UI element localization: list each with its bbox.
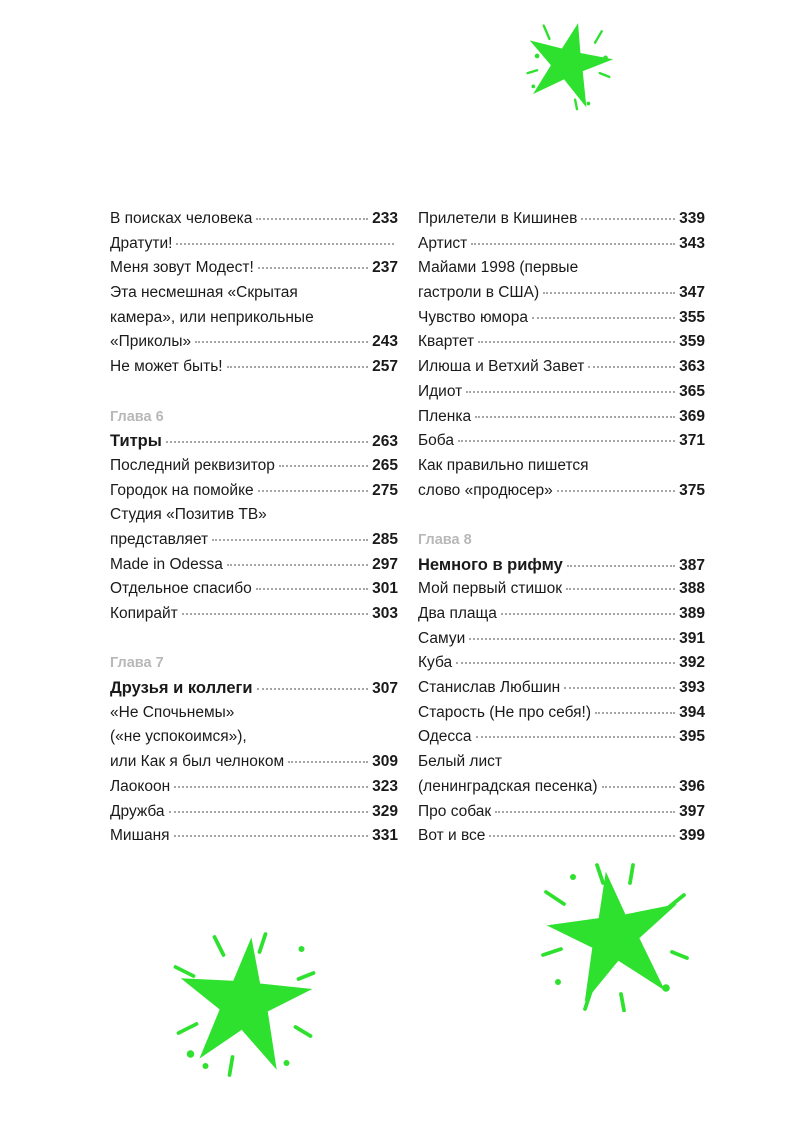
toc-line [110,479,398,504]
toc-line [418,627,705,652]
entry-title: Made in Odessa [110,555,223,573]
page-number: 297 [372,555,398,573]
dot-leader [501,613,675,615]
page-number: 339 [679,210,705,227]
page-number: 275 [372,481,398,499]
toc-line [110,207,398,232]
spacer [110,380,398,405]
toc-entry [418,405,705,430]
entry-title: Идиот [418,382,463,400]
entry-title: слово «продюсер» [418,481,553,499]
toc-line [418,775,705,800]
entry-title: Не может быть! [110,358,223,376]
toc-entry [110,553,398,578]
page-number: 387 [679,556,705,574]
dot-leader [557,490,675,492]
entry-title: Илюша и Ветхий Завет [418,358,585,376]
page-number: 392 [679,654,705,672]
page-number: 371 [679,432,705,450]
page-number: 329 [372,802,398,820]
entry-title: или Как я был челноком [110,753,285,771]
dot-leader [469,638,675,640]
toc-line [110,602,398,627]
toc-line [418,750,705,775]
dot-leader [288,761,368,763]
dot-leader [566,588,675,590]
page-number: 347 [679,284,705,302]
entry-title: представляет [110,530,209,548]
page-number: 394 [679,703,705,721]
toc-line [418,577,705,602]
toc-line [418,232,705,257]
toc-entry [110,454,398,479]
toc-line [418,405,705,430]
dot-leader [581,218,675,220]
dot-leader [564,687,675,689]
entry-title: Отдельное спасибо [110,580,252,598]
toc-line [110,454,398,479]
toc-column-left [110,207,398,849]
toc-line [110,577,398,602]
page-number: 393 [679,679,705,697]
entry-title: Прилетели в Кишинев [418,210,578,227]
dot-leader [182,613,368,615]
dot-leader [212,539,368,541]
toc-entry [110,207,398,232]
toc-entry [110,824,398,849]
page-number: 391 [679,629,705,647]
page-number: 243 [372,333,398,351]
chapter-label: Глава 8 [418,531,472,548]
toc-line [418,281,705,306]
toc-entry [418,577,705,602]
toc-entry [418,627,705,652]
dot-leader [169,811,369,813]
toc-line [110,281,398,306]
toc-line [110,701,398,726]
dot-leader [166,441,368,443]
entry-title: Последний реквизитор [110,456,275,474]
dot-leader [471,243,675,245]
dot-leader [532,317,675,319]
chapter-title-entry [110,429,398,454]
toc-line [110,232,398,257]
entry-title: Два плаща [418,605,497,622]
toc-line [418,306,705,331]
entry-title: («не успокоимся»), [110,728,247,746]
toc-entry [418,701,705,726]
page-number: 395 [679,728,705,746]
chapter-title-entry [110,676,398,701]
toc-entry [418,651,705,676]
page-number: 233 [372,210,398,227]
entry-title: В поисках человека [110,210,253,227]
page-number: 265 [372,456,398,474]
toc-entry [110,602,398,627]
page-number: 388 [679,580,705,598]
dot-leader [475,416,675,418]
entry-title: Одесса [418,728,472,746]
chapter-title-entry [418,553,705,578]
page-number: 257 [372,358,398,376]
chapter-title: Друзья и коллеги [110,679,253,698]
chapter-title: Титры [110,432,162,451]
toc-line [418,479,705,504]
entry-title: Мишаня [110,827,170,845]
dot-leader [602,786,676,788]
dot-leader [227,366,369,368]
toc-line [418,429,705,454]
entry-title: Станислав Любшин [418,679,561,697]
page-number: 301 [372,580,398,598]
star-burst-icon [162,928,327,1078]
toc-entry [418,800,705,825]
toc-line [418,651,705,676]
page-number: 323 [372,777,398,795]
entry-title: Меня зовут Модест! [110,259,254,277]
chapter-label: Глава 6 [110,408,164,425]
toc-entry [418,330,705,355]
dot-leader [489,835,675,837]
page-number: 363 [679,358,705,376]
entry-title: Дружба [110,802,165,820]
toc-line [110,553,398,578]
toc-line [110,775,398,800]
toc-line [418,725,705,750]
entry-title: Копирайт [110,605,178,622]
page-number: 399 [679,827,705,845]
entry-title: Эта несмешная «Скрытая [110,284,298,302]
toc-entry [418,256,705,305]
entry-title: Квартет [418,333,475,351]
page-number: 355 [679,308,705,326]
toc-line [418,800,705,825]
toc-entry [418,454,705,503]
toc-entry [110,701,398,775]
page-number: 285 [372,530,398,548]
entry-title: Куба [418,654,453,672]
dot-leader [258,490,368,492]
dot-leader [176,243,394,245]
toc-entry [110,800,398,825]
entry-title: Лаокоон [110,777,171,795]
toc-line [110,256,398,281]
page-number: 375 [679,481,705,499]
page-number: 397 [679,802,705,820]
dot-leader [195,341,368,343]
page-number: 303 [372,605,398,622]
dot-leader [258,267,368,269]
toc-line [418,256,705,281]
toc-entry [110,232,398,257]
chapter-title: Немного в рифму [418,555,563,574]
toc-entry [110,479,398,504]
entry-title: «Приколы» [110,333,192,351]
toc-entry [418,824,705,849]
page-number: 359 [679,333,705,351]
page-number: 343 [679,234,705,252]
entry-title: Как правильно пишется [418,456,589,474]
toc-entry [110,775,398,800]
toc-entry [418,750,705,799]
dot-leader [227,564,368,566]
entry-title: Дратути! [110,234,173,252]
dot-leader [476,736,676,738]
entry-title: Студия «Позитив ТВ» [110,506,267,524]
entry-title: Городок на помойке [110,481,254,499]
toc-line [418,701,705,726]
entry-title: Чувство юмора [418,308,528,326]
toc-entry [418,355,705,380]
toc-entry [110,256,398,281]
dot-leader [256,588,368,590]
dot-leader [174,786,368,788]
entry-title: Боба [418,432,454,450]
dot-leader [567,565,675,567]
dot-leader [588,366,675,368]
page-number: 263 [372,433,398,451]
entry-title: Самуи [418,629,466,647]
entry-title: Пленка [418,407,472,425]
toc-entry [110,503,398,552]
dot-leader [456,662,675,664]
star-burst-icon [535,862,695,1012]
toc-entry [418,207,705,232]
dot-leader [478,341,675,343]
toc-entry [418,429,705,454]
toc-line [110,503,398,528]
toc-line [110,355,398,380]
entry-title: Артист [418,234,468,252]
spacer [110,627,398,652]
toc-line [418,602,705,627]
toc-line [110,725,398,750]
dot-leader [174,835,369,837]
page-number: 389 [679,605,705,622]
spacer [418,503,705,528]
toc-line [110,429,398,454]
toc-line [418,454,705,479]
entry-title: Майами 1998 (первые [418,259,579,277]
toc-entry [418,725,705,750]
toc-entry [110,281,398,355]
page-number: 307 [372,680,398,698]
entry-title: камера», или неприкольные [110,308,314,326]
toc-line [418,553,705,578]
entry-title: Про собак [418,802,492,820]
toc-column-right [418,207,705,849]
chapter-label: Глава 7 [110,655,164,672]
page-number: 309 [372,753,398,771]
star-burst-icon [515,18,620,113]
toc-line [418,676,705,701]
toc-line [110,330,398,355]
toc-line [110,824,398,849]
entry-title: Вот и все [418,827,486,845]
entry-title: Старость (Не про себя!) [418,703,592,721]
page-number: 331 [372,827,398,845]
toc-entry [110,577,398,602]
toc-entry [110,355,398,380]
entry-title: гастроли в США) [418,284,540,302]
toc-entry [418,602,705,627]
dot-leader [543,292,675,294]
toc-entry [418,306,705,331]
dot-leader [458,440,675,442]
dot-leader [495,811,675,813]
dot-leader [466,391,675,393]
entry-title: (ленинградская песенка) [418,777,598,795]
toc-line [418,355,705,380]
toc-entry [418,380,705,405]
page-number: 365 [679,382,705,400]
dot-leader [595,712,675,714]
toc-line [418,380,705,405]
page-number: 369 [679,407,705,425]
toc-entry [418,676,705,701]
toc-line [418,330,705,355]
toc-line [110,750,398,775]
dot-leader [256,218,368,220]
entry-title: Белый лист [418,753,502,771]
toc-line [418,207,705,232]
toc-line [110,800,398,825]
entry-title: «Не Спочьнемы» [110,703,235,721]
dot-leader [279,465,368,467]
toc-line [418,824,705,849]
toc-line [110,676,398,701]
toc-entry [418,232,705,257]
page-number: 396 [679,777,705,795]
toc-line [110,306,398,331]
page-number: 237 [372,259,398,277]
toc-line [110,528,398,553]
entry-title: Мой первый стишок [418,580,562,598]
dot-leader [257,688,369,690]
